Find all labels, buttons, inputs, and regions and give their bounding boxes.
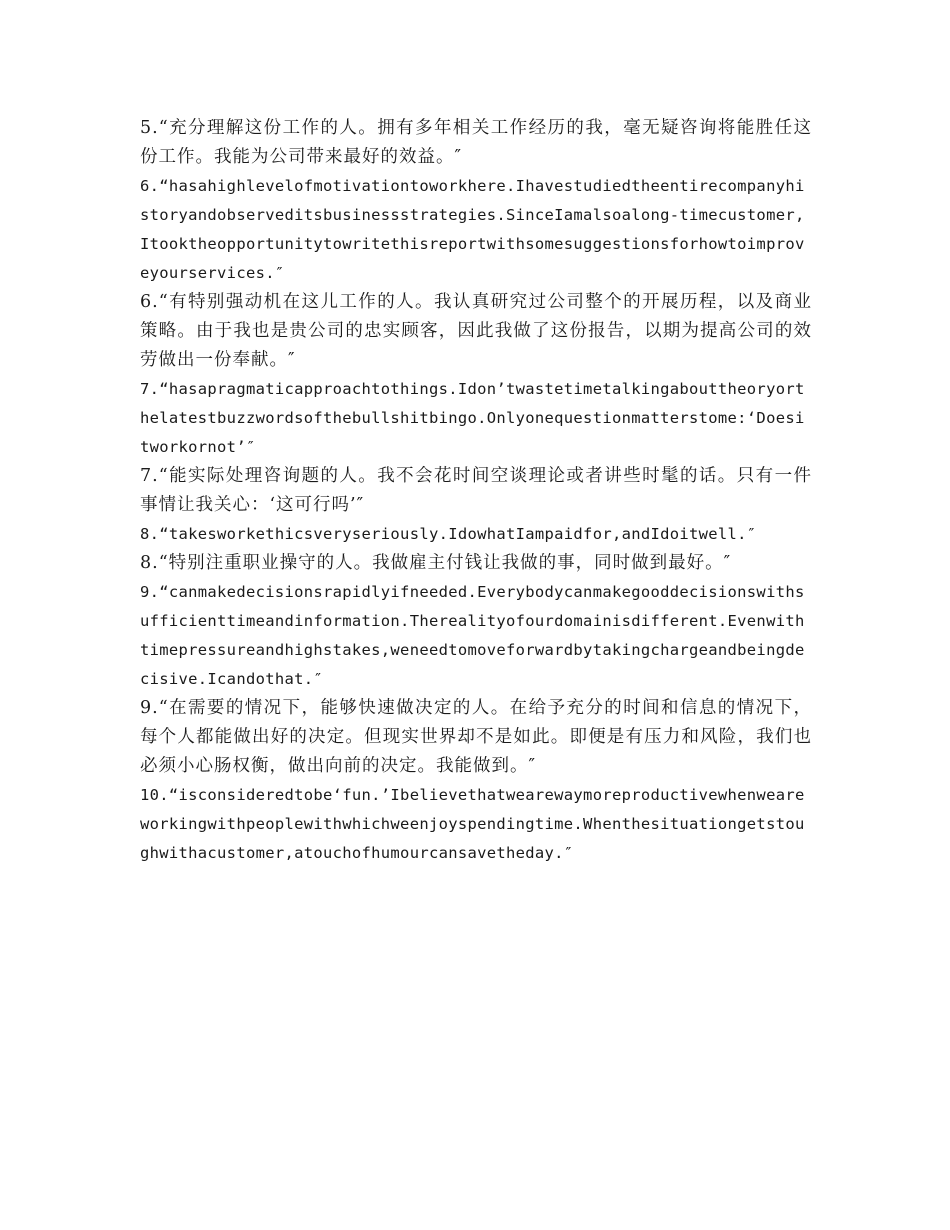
paragraph-9-en: 9.“canmakedecisionsrapidlyifneeded.Everybodycanmakegooddecisionswithsufficienttimeandinformation.Therealityofourdomainisdifferent.Evenwithtimepressureandhighstakes,weneedtomoveforwardbytakingchargeandbeingdecisive.Icandothat.″ — [140, 583, 805, 688]
document-body — [140, 114, 812, 868]
paragraph-8-en: 8.“takesworkethicsveryseriously.IdowhatIampaidfor,andIdoitwell.″ — [140, 525, 757, 543]
paragraph-7-zh: 7.“能实际处理咨询题的人。我不会花时间空谈理论或者讲些时髦的话。只有一件事情让我关心：‘这可行吗’″ — [140, 466, 812, 515]
paragraph-9-zh: 9.“在需要的情况下，能够快速做决定的人。在给予充分的时间和信息的情况下，每个人都能做出好的决定。但现实世界却不是如此。即便是有压力和风险，我们也必须小心肠权衡，做出向前的决定。我能做到。″ — [140, 698, 812, 776]
paragraph-6-en: 6.“hasahighlevelofmotivationtoworkhere.Ihavestudiedtheentirecompanyhistoryandobserveditsbusinessstrategies.SinceIamalsoalong-timecustomer,Itooktheopportunitytowritethisreportwithsomesuggestionsforhowtoimproveyourservices.″ — [140, 177, 805, 282]
paragraph-8-zh: 8.“特别注重职业操守的人。我做雇主付钱让我做的事，同时做到最好。″ — [140, 553, 732, 573]
paragraph-5-zh: 5.“充分理解这份工作的人。拥有多年相关工作经历的我，毫无疑咨询将能胜任这份工作。我能为公司带来最好的效益。″ — [140, 118, 812, 167]
paragraph-6-zh: 6.“有特别强动机在这儿工作的人。我认真研究过公司整个的开展历程，以及商业策略。由于我也是贵公司的忠实顾客，因此我做了这份报告，以期为提高公司的效劳做出一份奉献。″ — [140, 292, 812, 370]
paragraph-7-en: 7.“hasapragmaticapproachtothings.Idon’twastetimetalkingabouttheoryorthelatestbuzzwordsofthebullshitbingo.Onlyonequestionmatterstome:‘Doesitworkornot’″ — [140, 380, 805, 456]
paragraph-10-en: 10.“isconsideredtobe‘fun.’Ibelievethatwearewaymoreproductivewhenweareworkingwithpeoplewithwhichweenjoyspendingtime.Whenthesituationgetstoughwithacustomer,atouchofhumourcansavetheday.″ — [140, 786, 805, 862]
